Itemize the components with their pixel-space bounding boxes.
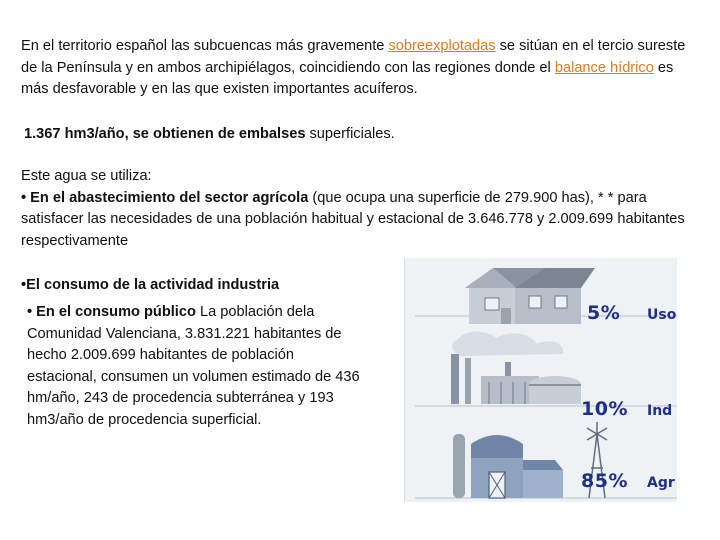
factory-icon xyxy=(451,332,581,405)
agri-bullet xyxy=(21,188,701,253)
embalses-bold-text: 1.367 hm3/año, se obtienen de embalses xyxy=(24,126,306,142)
uses-paragraph xyxy=(21,166,701,252)
industria-bullet xyxy=(21,275,401,297)
industria-bullet-bold: •El consumo de la actividad industria xyxy=(21,277,280,293)
intro-paragraph xyxy=(21,36,701,101)
agri-bullet-text: (que ocupa una superficie de 279.900 has), * * para satisfacer las necesidades de una población habitual y estacional de 3.646.778 y 2.009.699 habitantes respectivamente xyxy=(21,189,685,249)
publico-bullet-text: La población dela Comunidad Valenciana, 3.831.221 habitantes de hecho 2.009.699 habitantes de población estacional, consumen un volumen estimado de 436 hm/año, 243 de procedencia subterránea y 193 hm3/año de procedencia superficial. xyxy=(27,304,360,428)
publico-bullet-bold: • En el consumo público xyxy=(27,304,196,320)
balance-hidrico-link[interactable]: balance hídrico xyxy=(554,59,654,76)
infographic-illustrations xyxy=(405,258,677,502)
intro-text-end: es más desfavorable y en las que existen importantes acuíferos. xyxy=(21,59,674,97)
uses-lead: Este agua se utiliza: xyxy=(21,168,152,184)
agricultural-use-label: Agr xyxy=(647,475,675,491)
embalses-text: superficiales. xyxy=(305,126,395,142)
publico-bullet xyxy=(27,302,367,431)
intro-text: En el territorio español las subcuencas más gravemente xyxy=(21,38,389,54)
industrial-use-label: Ind xyxy=(647,403,673,419)
industrial-use-percent: 10% xyxy=(581,398,628,420)
water-use-infographic xyxy=(404,258,677,502)
agricultural-use-percent: 85% xyxy=(581,470,628,492)
intro-text-continued: se sitúan en el tercio sureste de la Península y en ambos archipiélagos, coincidiendo con las regiones donde el xyxy=(21,38,686,76)
agri-bullet-bold: • En el abastecimiento del sector agrícola xyxy=(21,189,309,206)
embalses-paragraph xyxy=(24,124,624,146)
house-icon xyxy=(465,268,595,324)
sobreexplotadas-link[interactable]: sobreexplotadas xyxy=(388,38,496,54)
residential-use-percent: 5% xyxy=(587,302,621,324)
residential-use-label: Uso xyxy=(647,307,677,323)
